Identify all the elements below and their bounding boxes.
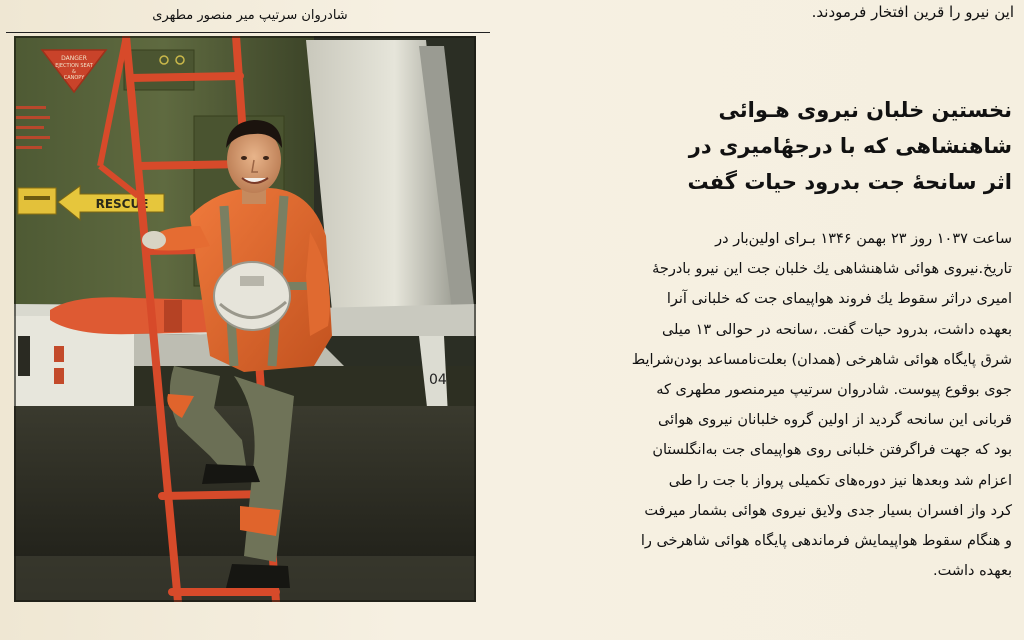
body-line: جوی بوقوع پیوست. شادروان سرتیپ میرمنصور مطهری که	[656, 382, 1012, 399]
caption-divider	[6, 32, 490, 33]
headline-line: شاهنشاهی که با درجهٔامیری در	[688, 134, 1012, 158]
fuselage-number: 04	[429, 372, 447, 388]
body-line: قربانی این سانحه گردید از اولین گروه خلبانان نیروی هوائی	[658, 412, 1012, 429]
body-line: بعهده داشت.	[932, 563, 1012, 580]
svg-text:&: &	[72, 69, 76, 75]
svg-text:CANOPY: CANOPY	[63, 75, 85, 81]
article-headline	[512, 92, 1012, 200]
photo-caption: شادروان سرتیپ میر منصور مطهری	[152, 8, 348, 23]
body-line: اعزام شد وبعدها نیز دوره‌های تکمیلی پرواز با جت را طی	[668, 472, 1012, 489]
svg-text:DANGER: DANGER	[61, 55, 87, 62]
body-line: شرق پایگاه هوائی شاهرخی (همدان) بعلت‌نامساعد بودن‌شرایط	[631, 351, 1012, 368]
body-line: ساعت ۱۰۳۷ روز ۲۳ بهمن ۱۳۴۶ بـرای اولین‌بار در	[715, 231, 1012, 247]
missile	[50, 297, 214, 334]
body-line: تاریخ.نیروی هوائی شاهنشاهی یك خلبان جت این نیرو بادرجهٔ	[652, 261, 1012, 278]
headline-line: نخستین خلبان نیروی هـوائی	[718, 98, 1012, 122]
body-line: و هنگام سقوط هواپیمایش فرماندهی پایگاه هوائی شاهرخی را	[640, 533, 1012, 550]
svg-text:EJECTION SEAT: EJECTION SEAT	[55, 63, 93, 69]
flight-helmet	[214, 262, 290, 330]
svg-text:RESCUE: RESCUE	[95, 197, 149, 211]
article-body	[510, 224, 1012, 586]
body-line: امیری دراثر سقوط یك فروند هواپیمای جت که خلبانی آنرا	[666, 291, 1012, 308]
previous-paragraph-end: این نیرو را قرین افتخار فرمودند.	[811, 3, 1014, 21]
pilot-photo	[14, 36, 476, 602]
body-line: بعهده داشت، بدرود حیات گفت. ،سانحه در حوالی ۱۳ میلی	[661, 321, 1012, 338]
headline-line: اثر سانحهٔ جت بدرود حیات گفت	[687, 170, 1012, 194]
body-line: بود که جهت فراگرفتن خلبانی روی هواپیمای جت به‌انگلستان	[652, 442, 1012, 459]
body-line: کرد واز افسران بسیار جدی ولایق نیروی هوائی بشمار میرفت	[644, 502, 1012, 519]
